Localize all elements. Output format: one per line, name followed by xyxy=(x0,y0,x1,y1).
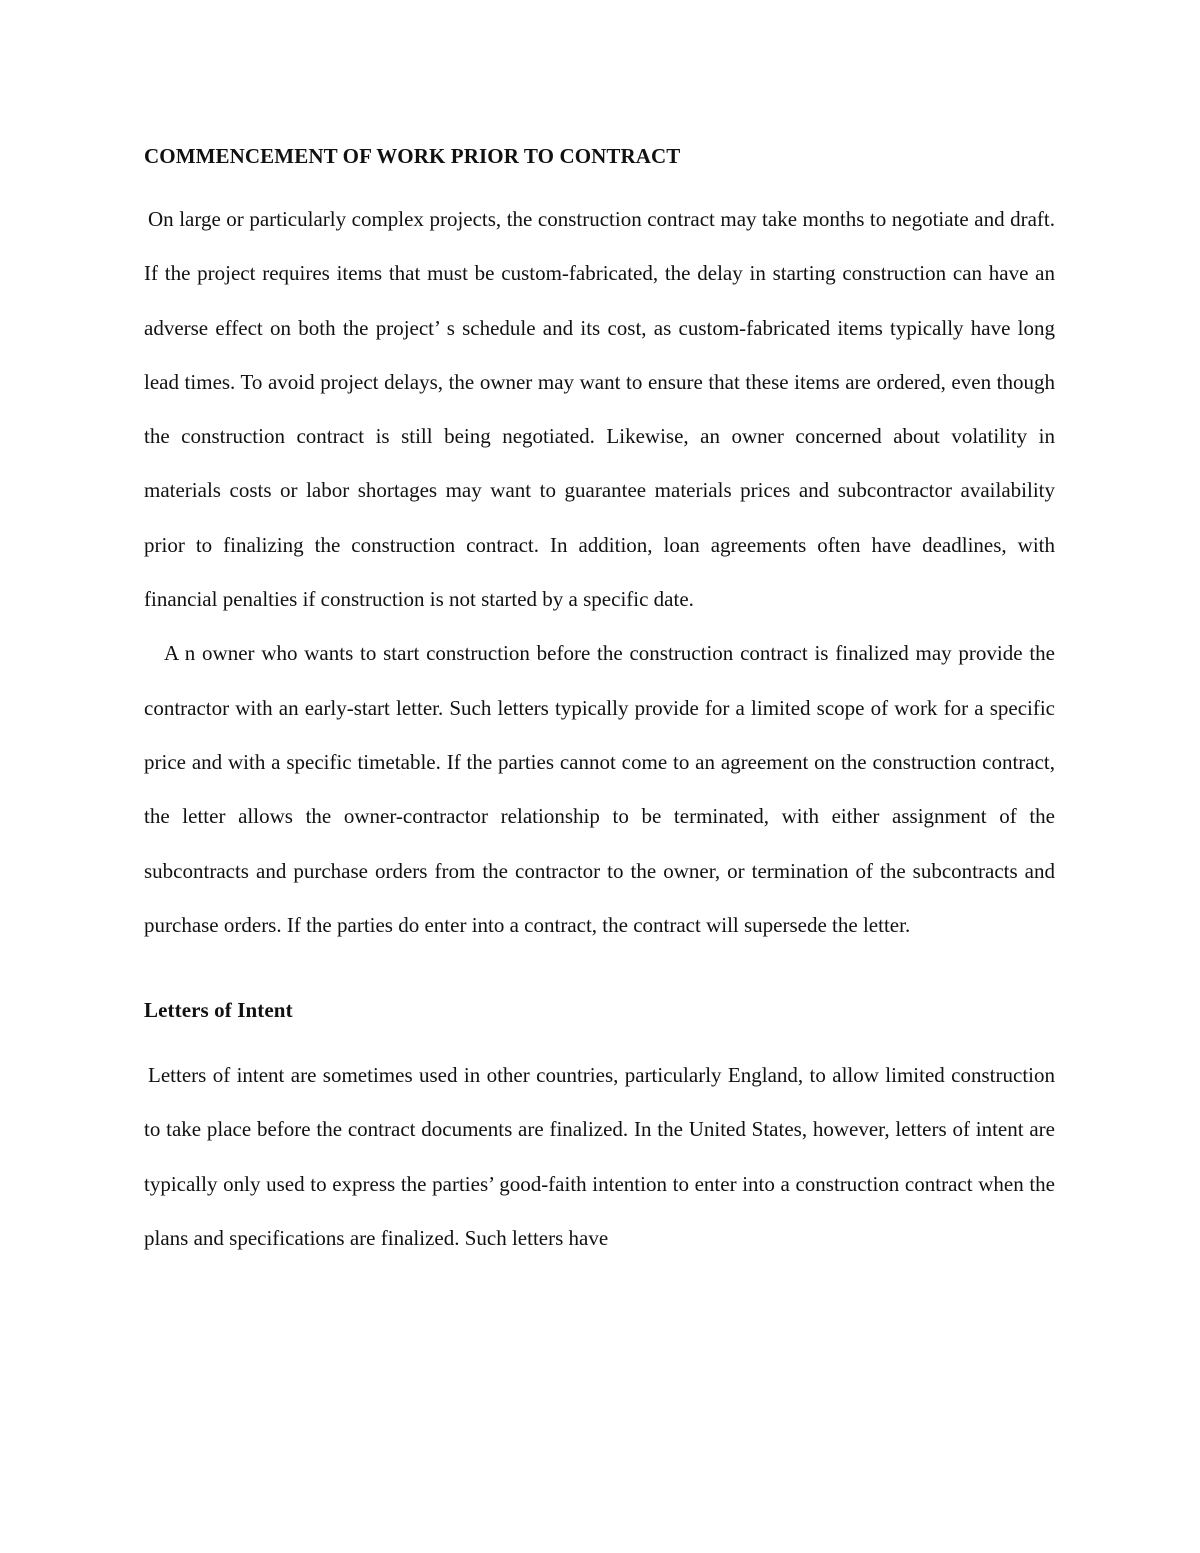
document-title: COMMENCEMENT OF WORK PRIOR TO CONTRACT xyxy=(144,144,681,168)
paragraph-commencement-2: A n owner who wants to start construction before the construction contract is finalized may provide the contractor with an early-start letter. Such letters typically provide for a limited scope of work for a specific price and with a specific timetable. If the parties cannot come to an agreement on the construction contract, the letter allows the owner-contractor relationship to be terminated, with either assignment of the subcontracts and purchase orders from the contractor to the owner, or termination of the subcontracts and purchase orders. If the parties do enter into a contract, the contract will supersede the letter. xyxy=(144,641,1055,937)
section-spacer xyxy=(144,952,1055,990)
paragraph-commencement-1: On large or particularly complex projects, the construction contract may take months to negotiate and draft. If the project requires items that must be custom-fabricated, the delay in starting construction can have an adverse effect on both the project’ s schedule and its cost, as custom-fabricated items typically have long lead times. To avoid project delays, the owner may want to ensure that these items are ordered, even though the construction contract is still being negotiated. Likewise, an owner concerned about volatility in materials costs or labor shortages may want to guarantee materials prices and subcontractor availability prior to finalizing the construction contract. In addition, loan agreements often have deadlines, with financial penalties if construction is not started by a specific date. xyxy=(144,207,1055,612)
section-heading-letters-of-intent: Letters of Intent xyxy=(144,998,293,1023)
paragraph-letters-of-intent: Letters of intent are sometimes used in other countries, particularly England, to allow limited construction to take place before the contract documents are finalized. In the United States, however, letters of intent are typically only used to express the parties’ good-faith intention to enter into a construction contract when the plans and specifications are finalized. Such letters have xyxy=(144,1063,1055,1251)
document-body xyxy=(144,136,1055,1265)
